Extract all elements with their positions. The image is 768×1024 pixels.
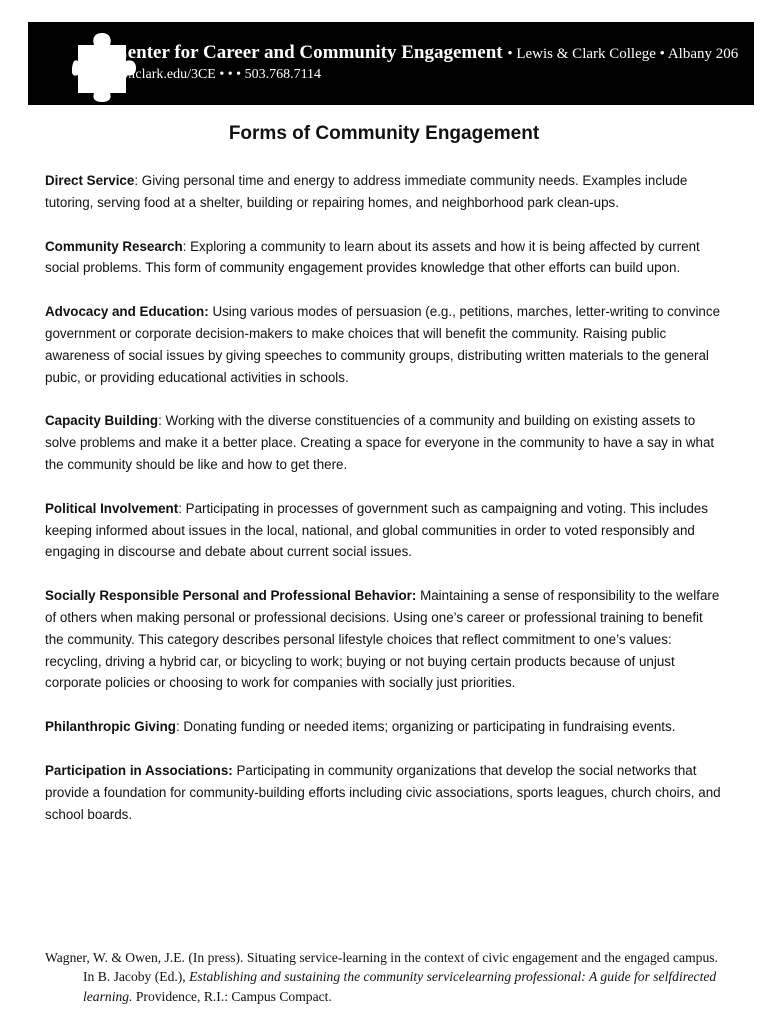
entry-term: Community Research (45, 238, 183, 254)
entry-term: Participation in Associations: (45, 762, 233, 778)
entry-text: Exploring a community to learn about its assets and how it is being affected by current social problems. This form of community engagement provides knowledge that other efforts can build upon. (45, 238, 700, 276)
entry-text: Working with the diverse constituencies of a community and building on existing assets to solve problems and make it a better place. Creating a space for everyone in the community to have a say in what the community should be like and how to get there. (45, 413, 715, 472)
header-banner (28, 22, 754, 105)
org-location: Lewis & Clark College • Albany 206 (516, 46, 739, 62)
citation-book-title: Establishing and sustaining the community servicelearning professional: A guide for selfdirected learning. (83, 969, 717, 1004)
entry-separator: : (175, 719, 184, 735)
entry-term: Political Involvement (45, 500, 179, 516)
entry-term: Philanthropic Giving (45, 719, 176, 735)
reference-citation (45, 948, 725, 1007)
entry-text: Using various modes of persuasion (e.g., petitions, marches, letter-writing to convince government or corporate decision-makers to make choices that will benefit the community. Raising public awareness of social issues by giving speeches to community groups, distributing written materials to the general pubic, or providing educational activities in schools. (45, 304, 721, 385)
entry-community-research (45, 236, 725, 280)
entry-text: Participating in community organizations that develop the social networks that provide a foundation for community-building efforts including civic associations, sports leagues, church choirs, and school boards. (45, 762, 721, 822)
entry-philanthropic-giving (45, 716, 725, 738)
entry-separator: : (182, 238, 191, 254)
entry-socially-responsible-behavior (45, 585, 725, 694)
entry-term: Capacity Building (45, 413, 159, 429)
entry-text: Participating in processes of government such as campaigning and voting. This includes keeping informed about issues in the local, national, and global communities in order to voted responsibly and engaging in discourse and debate about current social issues. (45, 500, 708, 560)
entry-separator: : (158, 413, 166, 429)
org-name: Center for Career and Community Engagement (114, 42, 503, 63)
entry-term: Direct Service (45, 173, 135, 188)
entry-advocacy-education (45, 301, 725, 388)
entry-separator: : (134, 173, 142, 188)
page-title: Forms of Community Engagement (228, 123, 540, 144)
entry-term: Socially Responsible Personal and Professional Behavior: (45, 588, 417, 604)
citation-tail: Providence, R.I.: Campus Compact. (135, 988, 332, 1004)
entry-direct-service (45, 170, 725, 214)
banner-title-line: Center for Career and Community Engagement • Lewis & Clark College • Albany 206 (114, 42, 739, 63)
entry-text: Giving personal time and energy to address immediate community needs. Examples include tutoring, serving food at a shelter, building or repairing homes, and neighborhood park clean-ups. (45, 173, 688, 210)
citation-lead: Wagner, W. & Owen, J.E. (In press). Situating service-learning in the context of civic engagement and the engaged campus. In B. Jacoby (Ed.), (45, 949, 718, 985)
entry-political-involvement (45, 498, 725, 563)
entry-participation-associations (45, 760, 725, 825)
entries-list (45, 170, 725, 847)
entry-text: Donating funding or needed items; organizing or participating in fundraising events. (183, 719, 676, 735)
entry-separator: : (178, 500, 186, 516)
entry-term: Advocacy and Education: (45, 304, 209, 320)
entry-capacity-building (45, 410, 725, 475)
entry-text: Maintaining a sense of responsibility to the welfare of others when making personal or professional decisions. Using one’s career or professional training to benefit the community. This category describes personal lifestyle choices that reflect commitment to one’s values: recycling, driving a hybrid car, or bicycling to work; buying or not buying certain products because of unjust corporate policies or choosing to work for companies with socially just priorities. (45, 588, 720, 691)
org-contact: go.lclark.edu/3CE • • • 503.768.7114 (114, 67, 322, 82)
